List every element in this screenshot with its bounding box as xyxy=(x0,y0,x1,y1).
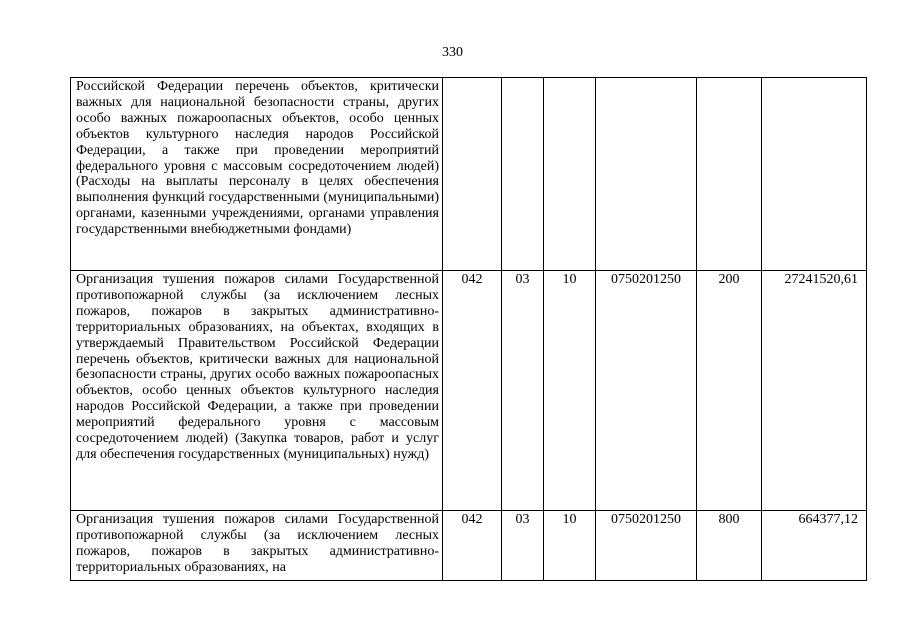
section-code-cell: 03 xyxy=(502,511,544,581)
ministry-code-cell: 042 xyxy=(443,511,502,581)
expense-type-cell xyxy=(697,78,762,271)
target-article-cell xyxy=(596,78,697,271)
section-code-cell: 03 xyxy=(502,271,544,511)
expense-type-cell: 200 xyxy=(697,271,762,511)
subsection-code-cell: 10 xyxy=(544,271,596,511)
ministry-code-cell: 042 xyxy=(443,271,502,511)
target-article-cell: 0750201250 xyxy=(596,511,697,581)
target-article-cell: 0750201250 xyxy=(596,271,697,511)
row-description: Организация тушения пожаров силами Государственной противопожарной службы (за исключением лесных пожаров, пожаров в закрытых административно-территориальных образованиях, на xyxy=(71,511,443,581)
table-row xyxy=(71,78,867,271)
row-description: Организация тушения пожаров силами Государственной противопожарной службы (за исключением лесных пожаров, пожаров в закрытых административно-территориальных образованиях, на объектах, входящих в утверждаемый Правительством Российской Федерации перечень объектов, критически важных для национальной безопасности страны, других особо важных пожароопасных объектов, особо ценных объектов культурного наследия народов Российской Федерации, а также при проведении мероприятий федерального уровня с массовым сосредоточением людей) (Закупка товаров, работ и услуг для обеспечения государственных (муниципальных) нужд) xyxy=(71,271,443,511)
budget-table xyxy=(70,77,867,581)
table-row xyxy=(71,271,867,511)
amount-cell: 27241520,61 xyxy=(762,271,867,511)
amount-cell: 664377,12 xyxy=(762,511,867,581)
amount-cell xyxy=(762,78,867,271)
ministry-code-cell xyxy=(443,78,502,271)
section-code-cell xyxy=(502,78,544,271)
table-row xyxy=(71,511,867,581)
page-number: 330 xyxy=(442,45,463,60)
subsection-code-cell: 10 xyxy=(544,511,596,581)
expense-type-cell: 800 xyxy=(697,511,762,581)
row-description: Российской Федерации перечень объектов, критически важных для национальной безопасности страны, других особо важных пожароопасных объектов, особо ценных объектов культурного наследия народов Российской Федерации, а также при проведении мероприятий федерального уровня с массовым сосредоточением людей) (Расходы на выплаты персоналу в целях обеспечения выполнения функций государственными (муниципальными) органами, казенными учреждениями, органами управления государственными внебюджетными фондами) xyxy=(71,78,443,271)
subsection-code-cell xyxy=(544,78,596,271)
